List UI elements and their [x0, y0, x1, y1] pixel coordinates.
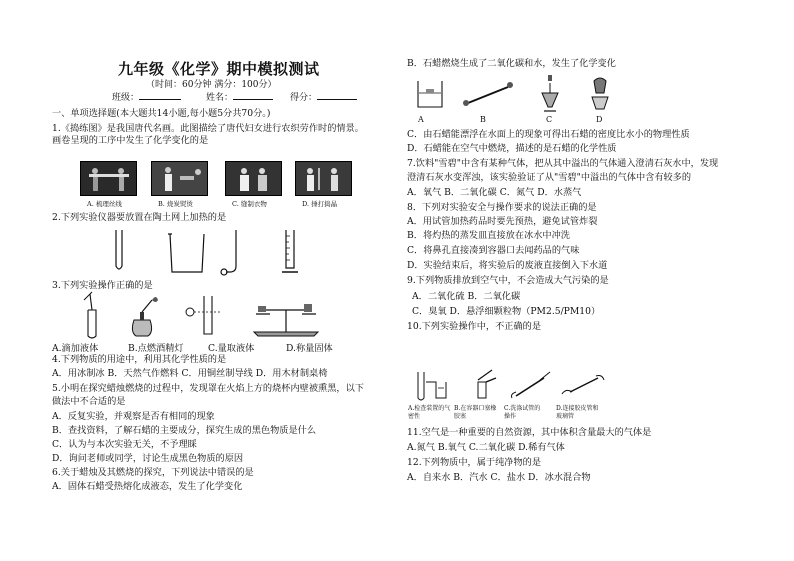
q1-caption-d: D. 捶打捣晶 — [302, 200, 338, 208]
q5-option-a[interactable]: A．反复实验，并观察是否有相同的现象 — [52, 411, 215, 422]
combustion-spoon-icon — [226, 230, 236, 272]
q1-image-a-figures — [81, 162, 136, 195]
dropper-tube-icon — [88, 294, 96, 338]
q10-text: 10.下列实验操作中，不正确的是 — [407, 321, 542, 332]
q1-text-line2: 画卷呈现的工序中发生了化学变化的是 — [52, 135, 209, 146]
q5-text-line1: 5.小明在探究蜡烛燃烧的过程中，发现罩在火焰上方的烧杯内壁被熏黑，以下 — [52, 383, 364, 394]
airtight-check-icon — [418, 372, 424, 400]
q1-caption-a: A. 梳理丝线 — [87, 200, 122, 208]
score-field — [290, 90, 357, 103]
q12-text: 12.下列物质中，属于纯净物的是 — [407, 457, 542, 468]
name-blank[interactable] — [233, 90, 273, 100]
q1-image-c-figures — [226, 162, 281, 195]
q2-text: 2.下列实验仪器要放置在陶土网上加热的是 — [52, 212, 227, 223]
q1-image-d-figures — [296, 162, 351, 195]
candle-flame-icon — [548, 75, 552, 81]
q7-text-line2: 澄清石灰水变浑浊，该实验验证了从"雪碧"中溢出的气体中含有较多的 — [407, 172, 692, 183]
q10-caption-c: C.洗涤试管的操作 — [504, 405, 541, 420]
q6-image-label-a: A — [418, 115, 424, 124]
q9-options-ab[interactable]: A．二氧化硫 B．二氧化碳 — [412, 291, 521, 302]
q5-option-b[interactable]: B．查找资料，了解石蜡的主要成分，探究生成的黑色物质是什么 — [52, 425, 317, 436]
q5-option-c[interactable]: C．认为与本次实验无关，不予理睬 — [52, 439, 197, 450]
q3-option-a[interactable]: A.滴加液体 — [52, 343, 99, 354]
exam-time-info: （时间：60分钟 满分：100分） — [146, 80, 277, 90]
washing-tube-icon — [516, 378, 544, 396]
rubber-tube-icon — [570, 378, 598, 392]
q6-image-label-d: D — [596, 115, 603, 124]
q1-image-c — [225, 161, 282, 196]
q5-option-d[interactable]: D．询问老师或同学，讨论生成黑色物质的原因 — [52, 453, 244, 464]
water-beaker-icon — [418, 81, 442, 107]
q10-caption-a: A.检查装置的气密性 — [408, 405, 451, 420]
class-blank[interactable] — [139, 90, 181, 100]
name-field — [206, 90, 273, 103]
q3-apparatus — [78, 292, 348, 338]
q3-option-b[interactable]: B.点燃酒精灯 — [128, 343, 184, 354]
q8-option-d[interactable]: D．实验结束后，将实验后的废液直接倒入下水道 — [407, 260, 608, 271]
q11-text: 11.空气是一种重要的自然资源，其中体积含量最大的气体是 — [407, 427, 652, 438]
q6-option-c[interactable]: C．由石蜡能漂浮在水面上的现象可得出石蜡的密度比水小的物理性质 — [407, 129, 690, 140]
test-tube-icon — [116, 230, 122, 269]
q1-text-line1: 1.《捣练图》是我国唐代名画。此图描绘了唐代妇女进行农织劳作时的情景。 — [52, 123, 364, 134]
q1-image-a — [80, 161, 137, 196]
balance-icon — [254, 332, 318, 336]
q9-text: 9.下列物质排放到空气中，不会造成大气污染的是 — [407, 275, 609, 286]
q4-options[interactable]: A．用冰制冰 B．天然气作燃料 C．用铜丝制导线 D．用木材制桌椅 — [52, 368, 328, 379]
q11-options[interactable]: A.氮气 B.氧气 C.二氧化碳 D.稀有气体 — [407, 442, 565, 453]
q6-text: 6.关于蜡烛及其燃烧的探究，下列说法中错误的是 — [52, 467, 254, 478]
q3-option-c[interactable]: C.量取液体 — [208, 343, 255, 354]
q6-option-b[interactable]: B．石蜡燃烧生成了二氧化碳和水，发生了化学变化 — [407, 58, 616, 69]
q8-text: 8．下列对实验安全与操作要求的说法正确的是 — [407, 202, 597, 213]
q7-text-line1: 7.饮料"雪碧"中含有某种气体，把从其中溢出的气体通入澄清石灰水中，发现 — [407, 158, 719, 169]
q6-option-a[interactable]: A．固体石蜡受热熔化成液态，发生了化学变化 — [52, 481, 243, 492]
q7-options[interactable]: A．氧气 B．二氧化碳 C．氮气 D．水蒸气 — [407, 187, 582, 198]
q10-caption-b: B.在容器口塞橡胶塞 — [454, 405, 497, 420]
class-field — [112, 90, 181, 103]
beaker-icon — [168, 234, 204, 272]
q1-caption-b: B. 烧炭熨烫 — [158, 200, 193, 208]
q8-option-a[interactable]: A．用试管加热药品时要先预热，避免试管炸裂 — [407, 216, 598, 227]
q1-image-b-figures — [152, 162, 207, 195]
measuring-cylinder-icon — [204, 296, 212, 334]
score-blank[interactable] — [317, 90, 357, 100]
name-label: 姓名： — [206, 93, 234, 103]
q1-caption-c: C. 缝制衣物 — [232, 200, 267, 208]
q8-option-b[interactable]: B．将灼热的蒸发皿直接放在冰水中冲洗 — [407, 230, 570, 241]
alcohol-lamp-icon — [132, 320, 151, 336]
q6-experiment-images — [412, 73, 622, 115]
class-label: 班级： — [112, 93, 140, 103]
candle-splint-icon — [468, 87, 508, 103]
score-label: 得分： — [290, 93, 318, 103]
q10-apparatus — [412, 368, 612, 402]
q12-options[interactable]: A．自来水 B．汽水 C．盐水 D．冰水混合物 — [407, 472, 591, 483]
inverted-beaker-icon — [594, 78, 606, 93]
q1-image-d — [295, 161, 352, 196]
q6-option-d[interactable]: D．石蜡能在空气中燃烧，描述的是石蜡的化学性质 — [407, 143, 617, 154]
q1-image-b — [151, 161, 208, 196]
q4-text: 4.下列物质的用途中，利用其化学性质的是 — [52, 354, 227, 365]
q10-caption-d: D.连接胶皮管和玻璃管 — [556, 405, 599, 420]
q6-image-label-b: B — [480, 115, 486, 124]
q6-image-label-c: C — [546, 115, 553, 124]
q9-options-cd[interactable]: C．臭氧 D．悬浮细颗粒物（PM2.5/PM10） — [412, 306, 601, 317]
q3-text: 3.下列实验操作正确的是 — [52, 280, 153, 291]
exam-title: 九年级《化学》期中模拟测试 — [118, 60, 320, 78]
q3-option-d[interactable]: D.称量固体 — [286, 343, 333, 354]
q8-option-c[interactable]: C．将鼻孔直接凑到容器口去闻药品的气味 — [407, 245, 580, 256]
q2-apparatus — [108, 228, 348, 276]
q5-text-line2: 做法中不合适的是 — [52, 396, 126, 407]
section-heading: 一、单项选择题(本大题共14小题,每小题5分共70分。) — [52, 108, 271, 119]
stopper-icon — [478, 382, 486, 398]
